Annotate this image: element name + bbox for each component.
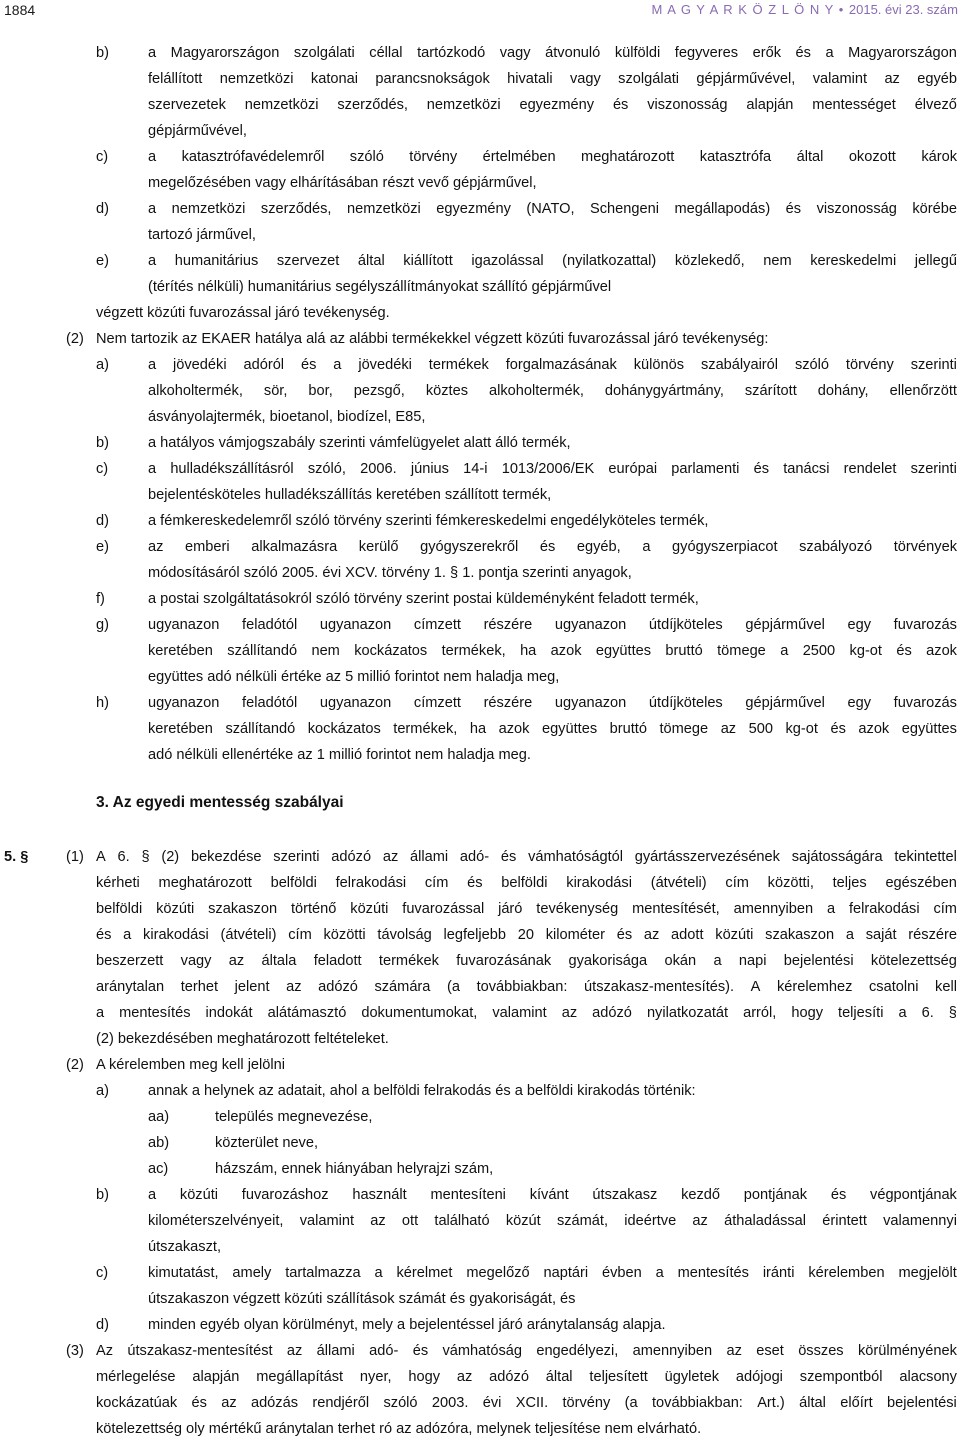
- list3-item-line: minden egyéb olyan körülményt, mely a bejelentéssel járó aránytalanság alapja.: [148, 1317, 666, 1333]
- list2-item-line: adó nélküli ellenértéke az 1 millió forintot nem haladja meg.: [148, 747, 531, 763]
- list1-item-line: szervezetek nemzetközi szerződés, nemzetközi egyezmény és viszonosság alapján mentességet élvező: [148, 97, 957, 113]
- section-number: 5. §: [4, 849, 29, 865]
- para2-label: (2): [66, 331, 84, 347]
- list2-item-label: g): [96, 617, 109, 633]
- list2-item-line: ugyanazon feladótól ugyanazon címzett részére ugyanazon útdíjköteles gépjárművel egy fuvarozás: [148, 617, 957, 633]
- p5-3-line: kockázatúak és az adózás rendjéről szóló 2003. évi XCII. törvény (a továbbiakban: Art.) által előírt bejelentési: [96, 1395, 957, 1411]
- list3-item-line: kilométerszelvényeit, valamint az ott található közút számát, ideértve az áthaladással érintett valamennyi: [148, 1213, 957, 1229]
- list2-item-line: a jövedéki adóról és a jövedéki termékek forgalmazásának különös szabályairól szóló törvény szerinti: [148, 357, 957, 373]
- list1-item-line: a Magyarországon szolgálati céllal tartózkodó vagy átvonuló külföldi fegyveres erők és a Magyarországon: [148, 45, 957, 61]
- p5-1-line: A 6. § (2) bekezdése szerinti adózó az állami adó- és vámhatóságtól gyártásszervezésének sajátosságára tekintettel: [96, 849, 957, 865]
- section-heading: 3. Az egyedi mentesség szabályai: [96, 794, 344, 811]
- list2-item-label: c): [96, 461, 109, 477]
- list2-item-line: módosításáról szóló 2005. évi XCV. törvény 1. § 1. pontja szerinti anyagok,: [148, 565, 632, 581]
- list3-item-line: kimutatást, amely tartalmazza a kérelmet megelőző naptári évben a mentesítés iránti kérelemben megjelölt: [148, 1265, 957, 1281]
- p5-3-line: mérlegelése alapján megállapítást nyer, hogy az adózó által teljesített ügyletek adójogi szempontból alacsony: [96, 1369, 957, 1385]
- p5-2-text: A kérelemben meg kell jelölni: [96, 1057, 286, 1073]
- list3-item-label: b): [96, 1187, 109, 1203]
- running-header: [0, 0, 960, 24]
- list2-item-line: a postai szolgáltatásokról szóló törvény szerint postai küldeményként feladott termék,: [148, 591, 699, 607]
- list1-item-label: e): [96, 253, 109, 269]
- p5-1-label: (1): [66, 849, 84, 865]
- list1-item-line: gépjárművével,: [148, 123, 247, 139]
- list1-item-line: a humanitárius szervezet által kiállított igazolással (nyilatkozattal) közlekedő, nem kereskedelmi jellegű: [148, 253, 957, 269]
- list1-item-line: megelőzésében vagy elhárításában részt vevő gépjárművel,: [148, 175, 537, 191]
- list3-item-label: a): [96, 1083, 109, 1099]
- p5-1-line: és a kirakodási (átvételi) cím közötti távolság legfeljebb 20 kilométer és az adott közúti szakaszon a saját részére: [96, 927, 957, 943]
- list3-item-label: d): [96, 1317, 109, 1333]
- list2-item-label: f): [96, 591, 105, 607]
- list2-item-line: a hatályos vámjogszabály szerinti vámfelügyelet alatt álló termék,: [148, 435, 571, 451]
- list2-item-label: b): [96, 435, 109, 451]
- list3-item-line: annak a helynek az adatait, ahol a belföldi felrakodás és a belföldi kirakodás történik:: [148, 1083, 696, 1099]
- list3-item-line: közterület neve,: [215, 1135, 319, 1151]
- p5-1-line: (2) bekezdésében meghatározott feltételeket.: [96, 1031, 389, 1047]
- list1-item-label: d): [96, 201, 109, 217]
- p5-1-line: beszerzett vagy az általa feladott termékek fuvarozásának gyakorisága okán a napi bejelentési kötelezettség: [96, 953, 957, 969]
- list2-item-label: d): [96, 513, 109, 529]
- list2-item-line: ásványolajtermék, bioetanol, biodízel, E85,: [148, 409, 426, 425]
- journal-info: [652, 2, 958, 17]
- p5-3-line: Az útszakasz-mentesítést az állami adó- és vámhatóság engedélyezi, amennyiben az eset összes körülményének: [96, 1343, 957, 1359]
- list2-item-line: az emberi alkalmazásra kerülő gyógyszerekről és egyéb, a gyógyszerpiacot szabályozó törvények: [148, 539, 957, 555]
- list2-item-label: a): [96, 357, 109, 373]
- list1-item-label: c): [96, 149, 109, 165]
- list2-item-line: együttes adó nélküli értéke az 5 millió forintot nem haladja meg,: [148, 669, 560, 685]
- list2-item-line: bejelentésköteles hulladékszállítás keretében szállított termék,: [148, 487, 552, 503]
- list3-item-line: a közúti fuvarozáshoz használt mentesíteni kívánt útszakasz kezdő pontjának és végpontjának: [148, 1187, 957, 1203]
- issue-number: 2015. évi 23. szám: [848, 2, 958, 17]
- p5-2-label: (2): [66, 1057, 84, 1073]
- list3-item-label: ab): [148, 1135, 170, 1151]
- p5-1-line: belföldi közúti szakaszon történő közúti fuvarozással járó tevékenység mentesítését, amennyiben a felrakodási cím: [96, 901, 957, 917]
- list3-item-label: c): [96, 1265, 109, 1281]
- list2-item-label: h): [96, 695, 109, 711]
- list2-item-line: a hulladékszállításról szóló, 2006. június 14-i 1013/2006/EK európai parlamenti és tanácsi rendelet szerinti: [148, 461, 957, 477]
- p5-3-label: (3): [66, 1343, 84, 1359]
- list1-item-line: felállított nemzetközi katonai parancsnokságok hivatali vagy szolgálati gépjárművével, valamint az egyéb: [148, 71, 957, 87]
- list3-item-label: aa): [148, 1109, 170, 1125]
- journal-title: M A G Y A R K Ö Z L Ö N Y: [651, 2, 835, 17]
- list3-item-line: útszakaszon végzett közúti szállítások számát és gyakoriságát, és: [148, 1291, 576, 1307]
- p5-3-line: kötelezettség oly mértékű aránytalan terhet ró az adózóra, melynek teljesítése nem elvárható.: [96, 1421, 702, 1437]
- list2-item-line: keretében szállítandó kockázatos termékek, ha azok együttes bruttó tömege az 500 kg-ot és azok együttes: [148, 721, 957, 737]
- list2-item-line: ugyanazon feladótól ugyanazon címzett részére ugyanazon útdíjköteles gépjárművel egy fuvarozás: [148, 695, 957, 711]
- list2-item-label: e): [96, 539, 109, 555]
- list1-item-line: a nemzetközi szerződés, nemzetközi egyezmény (NATO, Schengeni megállapodás) és viszonosság körébe: [148, 201, 957, 217]
- page-number: 1884: [4, 2, 36, 18]
- p5-1-line: a mentesítés indokát alátámasztó dokumentumokat, valamint az adózó nyilatkozatát arról, hogy teljesíti a 6. §: [96, 1005, 957, 1021]
- list1-tail: végzett közúti fuvarozással járó tevékenység.: [96, 305, 390, 321]
- separator-bullet: •: [838, 2, 845, 17]
- list3-item-label: ac): [148, 1161, 169, 1177]
- list3-item-line: házszám, ennek hiányában helyrajzi szám,: [215, 1161, 494, 1177]
- list1-item-line: tartozó járművel,: [148, 227, 256, 243]
- list1-item-label: b): [96, 45, 109, 61]
- p5-1-line: kérheti meghatározott belföldi felrakodási cím és belföldi kirakodási (átvételi) cím közötti, teljes egészében: [96, 875, 957, 891]
- list3-item-line: település megnevezése,: [215, 1109, 373, 1125]
- list1-item-line: a katasztrófavédelemről szóló törvény értelmében meghatározott katasztrófa által okozott károk: [148, 149, 957, 165]
- list2-item-line: keretében szállítandó nem kockázatos termékek, ha azok együttes bruttó tömege a 2500 kg-ot és azok: [148, 643, 957, 659]
- list2-item-line: alkoholtermék, sör, bor, pezsgő, köztes alkoholtermék, dohánygyártmány, szárított dohány, ellenőrzött: [148, 383, 957, 399]
- list3-item-line: útszakaszt,: [148, 1239, 221, 1255]
- p5-1-line: aránytalan terhet jelent az adózó számára (a továbbiakban: útszakasz-mentesítés). A kérelemhez csatolni kell: [96, 979, 957, 995]
- para2-text: Nem tartozik az EKAER hatálya alá az alábbi termékekkel végzett közúti fuvarozással járó tevékenység:: [96, 331, 769, 347]
- list2-item-line: a fémkereskedelemről szóló törvény szerinti fémkereskedelmi engedélyköteles termék,: [148, 513, 709, 529]
- list1-item-line: (térítés nélküli) humanitárius segélyszállítmányokat szállító gépjárművel: [148, 279, 612, 295]
